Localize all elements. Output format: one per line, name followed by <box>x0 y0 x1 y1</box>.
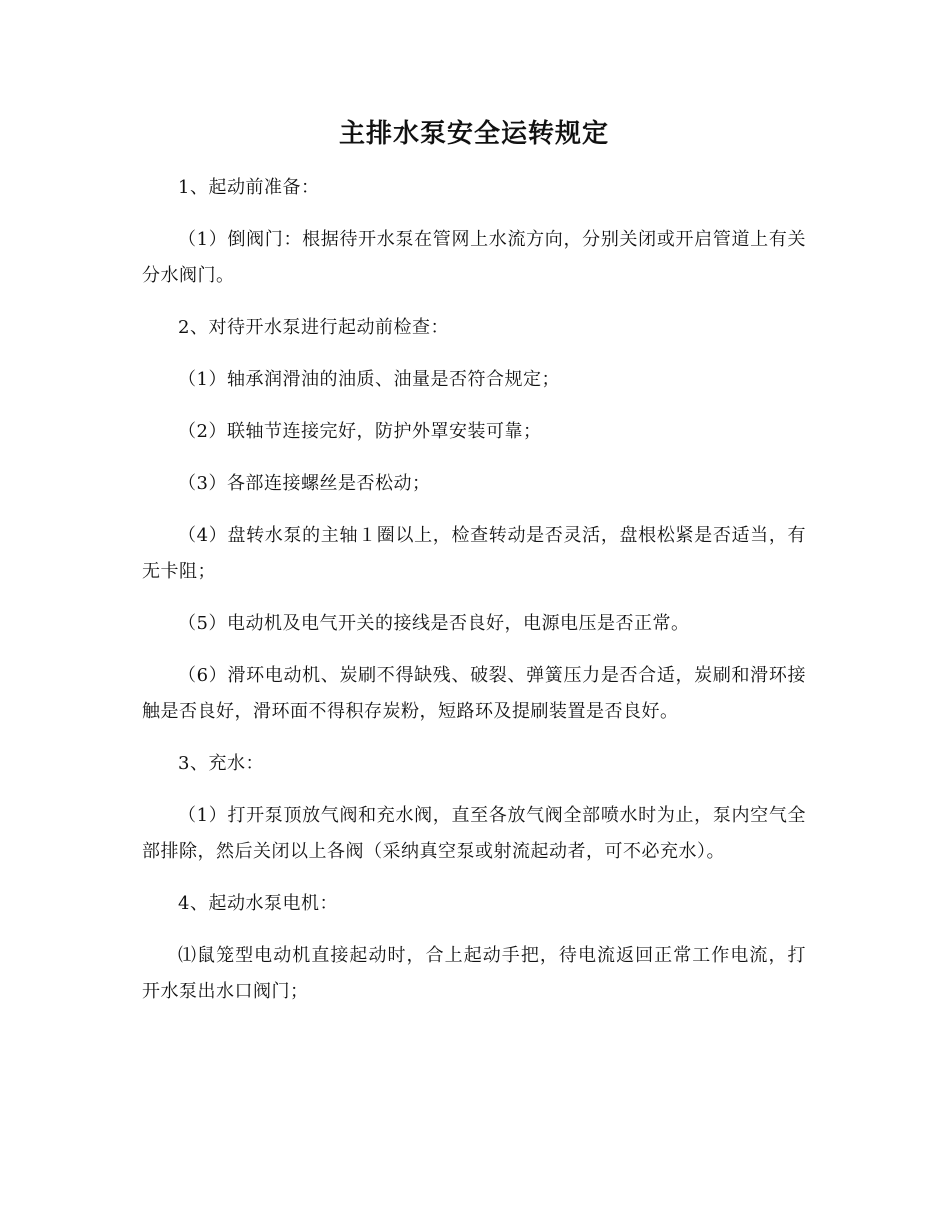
paragraph-priming-steps: （1）打开泵顶放气阀和充水阀，直至各放气阀全部喷水时为止，泵内空气全部排除，然后关闭以上各阀（采纳真空泵或射流起动者，可不必充水）。 <box>142 805 806 862</box>
document-body <box>142 112 806 1026</box>
paragraph-pre-start-check: 2、对待开水泵进行起动前检查： <box>178 317 449 338</box>
paragraph-check-coupling: （2）联轴节连接完好，防护外罩安装可靠； <box>178 421 542 442</box>
paragraph-valve-operation: （1）倒阀门：根据待开水泵在管网上水流方向，分别关闭或开启管道上有关分水阀门。 <box>142 229 806 286</box>
paragraph-check-slip-ring: （6）滑环电动机、炭刷不得缺残、破裂、弹簧压力是否合适，炭刷和滑环接触是否良好，滑环面不得积存炭粉，短路环及提刷装置是否良好。 <box>142 665 806 722</box>
paragraph-check-screws: （3）各部连接螺丝是否松动； <box>178 473 431 494</box>
paragraph-start-motor: 4、起动水泵电机： <box>178 893 338 914</box>
paragraph-check-rotation: （4）盘转水泵的主轴１圈以上，检查转动是否灵活，盘根松紧是否适当，有无卡阻； <box>142 525 806 582</box>
paragraph-priming: 3、充水： <box>178 753 264 774</box>
document-title: 主排水泵安全运转规定 <box>338 119 609 149</box>
paragraph-start-prep: 1、起动前准备： <box>178 177 320 198</box>
paragraph-check-lubrication: （1）轴承润滑油的油质、油量是否符合规定； <box>178 369 560 390</box>
paragraph-check-wiring: （5）电动机及电气开关的接线是否良好，电源电压是否正常。 <box>178 613 690 634</box>
paragraph-squirrel-cage-start: ⑴鼠笼型电动机直接起动时，合上起动手把，待电流返回正常工作电流，打开水泵出水口阀门； <box>142 945 806 1002</box>
